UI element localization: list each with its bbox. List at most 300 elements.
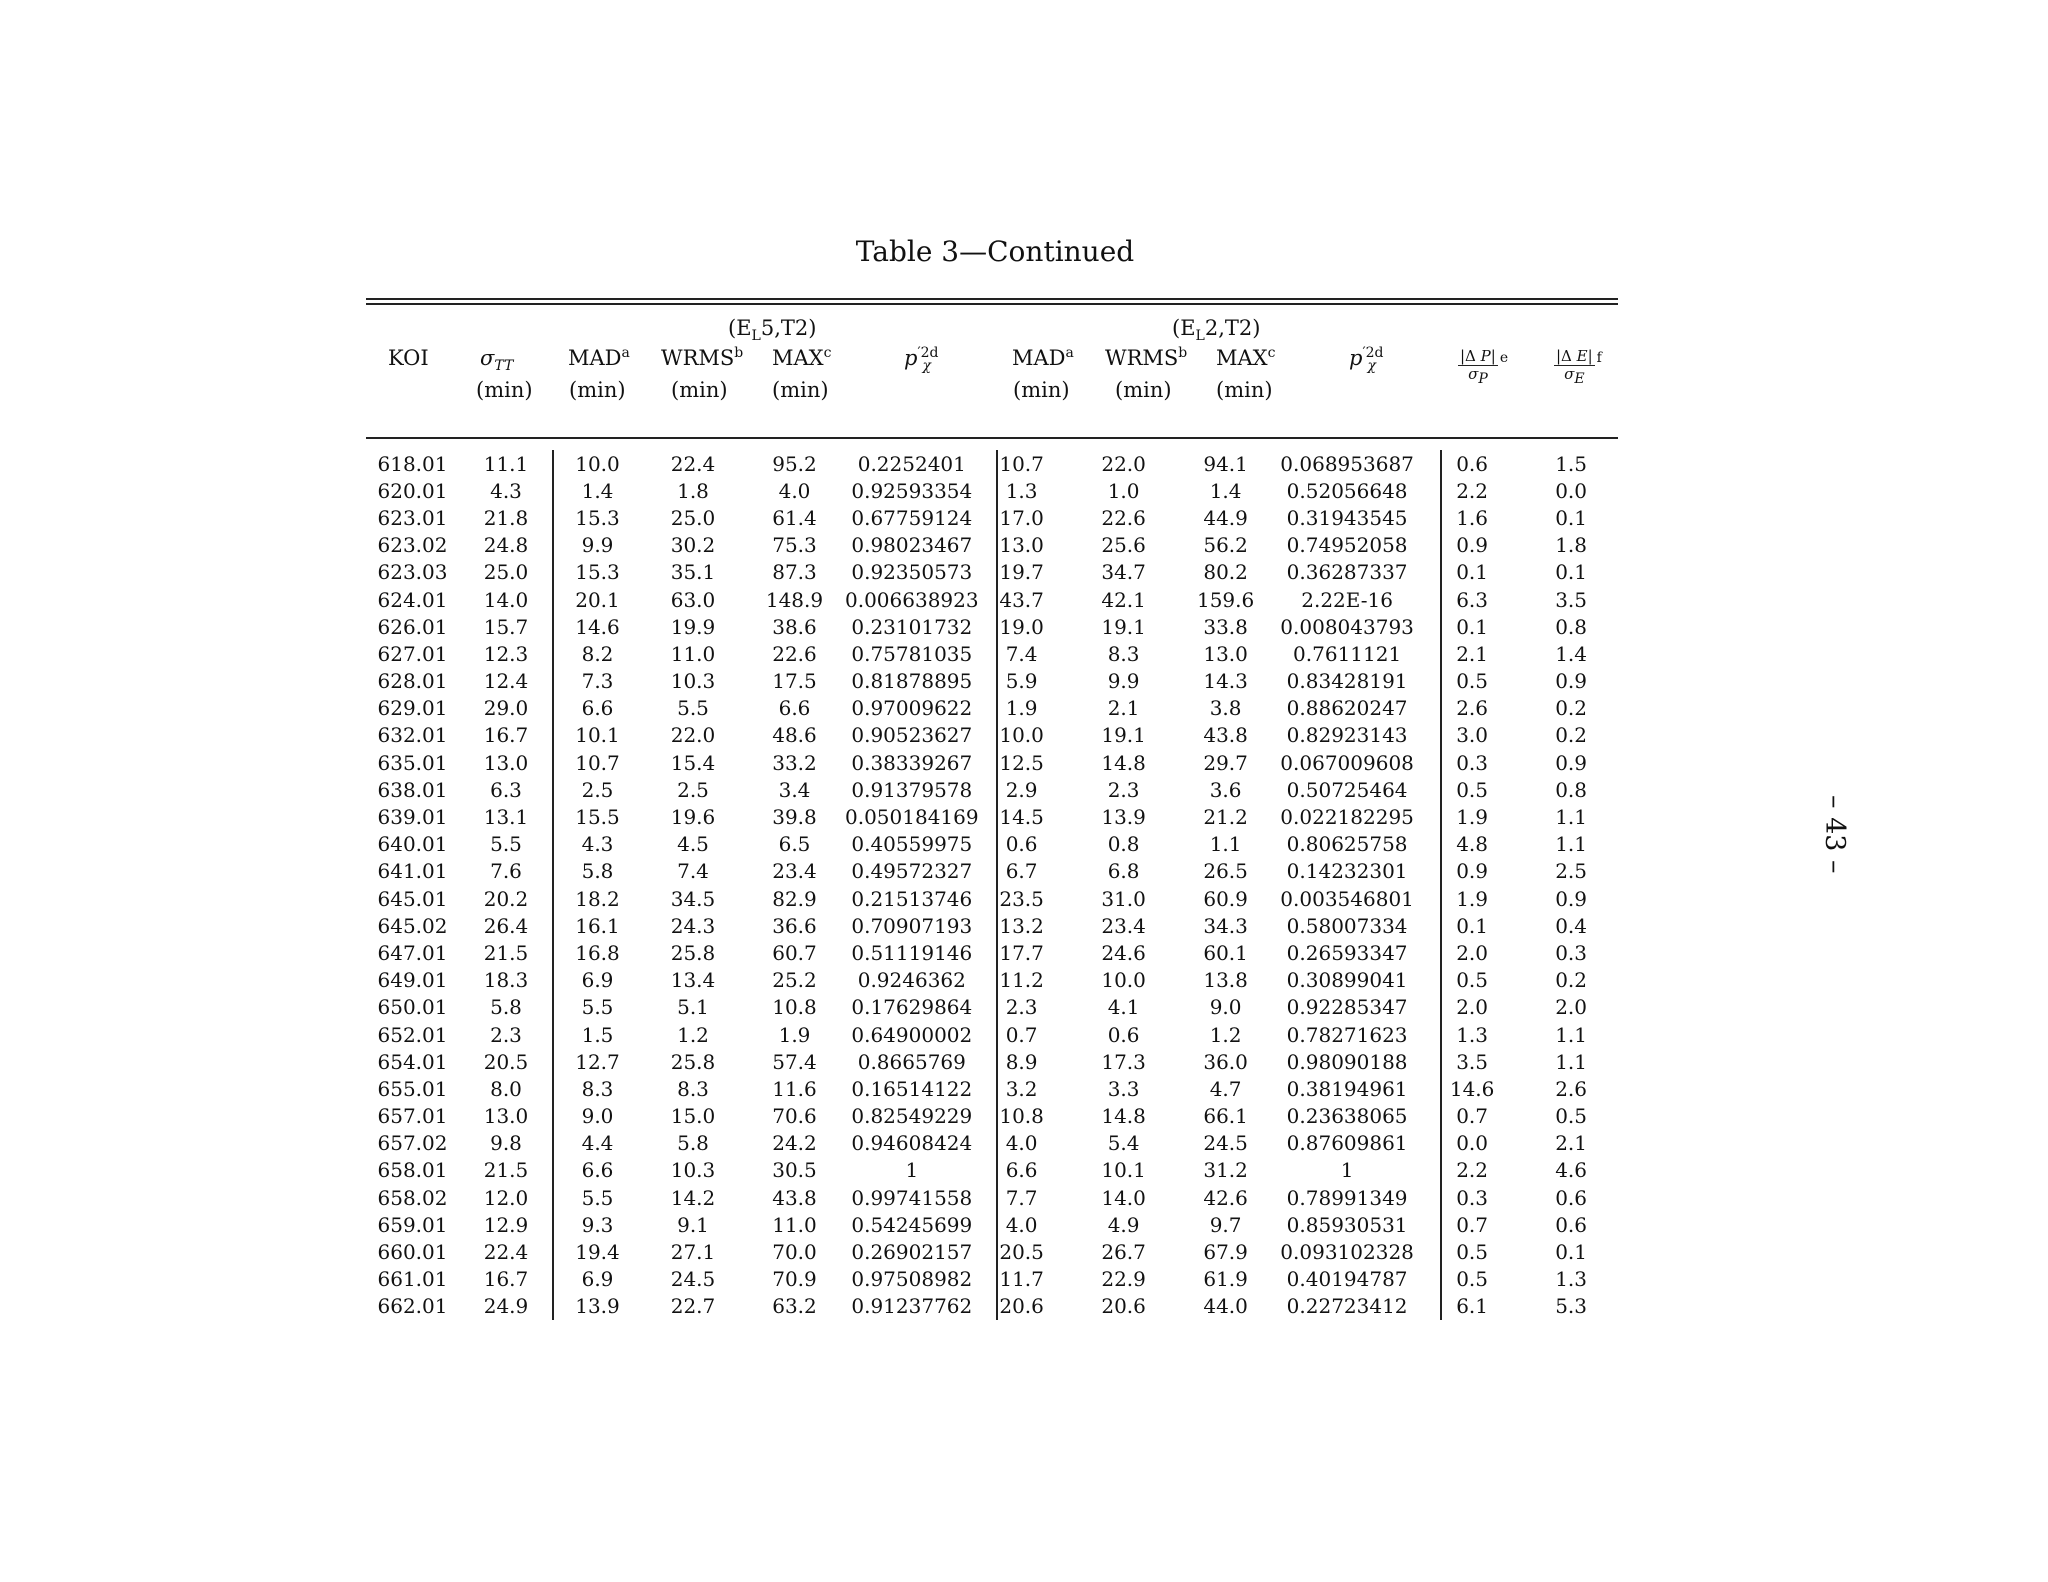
table-cell: 0.92350573 [851, 560, 973, 585]
table-cell: 0.3 [1456, 1185, 1489, 1210]
table-cell: 0.31943545 [1286, 505, 1408, 530]
table-cell: 148.9 [765, 587, 824, 612]
table-cell: 0.21513746 [851, 886, 973, 911]
table-cell: 0.51119146 [851, 940, 973, 965]
table-cell: 21.2 [1203, 805, 1248, 830]
table-cell: 13.9 [575, 1294, 620, 1319]
table-cell: 2.1 [1107, 696, 1140, 721]
unit-max-1: (min) [772, 378, 829, 402]
table-cell: 44.0 [1203, 1294, 1248, 1319]
table-cell: 13.9 [1101, 805, 1146, 830]
table-cell: 0.82923143 [1286, 723, 1408, 748]
table-row [366, 939, 1624, 966]
table-cell: 61.4 [772, 505, 817, 530]
table-cell: 4.0 [1005, 1212, 1038, 1237]
table-cell: 0.30899041 [1286, 968, 1408, 993]
table-cell: 22.4 [483, 1240, 529, 1265]
table-cell: 1.4 [1555, 641, 1588, 666]
table-cell: 9.3 [581, 1212, 614, 1237]
table-cell: 1.3 [1005, 478, 1038, 503]
table-cell: 1.4 [1209, 478, 1242, 503]
table-cell: 1.1 [1555, 805, 1588, 830]
col-header-pchi-1: $p^{'2d}_\chi$ [904, 345, 939, 375]
table-cell: 36.0 [1203, 1049, 1248, 1074]
table-cell: 662.01 [377, 1294, 448, 1319]
table-cell: 21.5 [483, 1158, 529, 1183]
table-cell: 5.5 [581, 995, 614, 1020]
table-cell: 12.7 [575, 1049, 620, 1074]
table-cell: 6.6 [778, 696, 811, 721]
table-row [366, 559, 1624, 586]
table-cell: 5.8 [677, 1131, 709, 1156]
table-cell: 27.1 [670, 1240, 716, 1265]
table-row [366, 967, 1624, 994]
table-cell: 0.6 [1555, 1212, 1588, 1237]
table-cell: 12.4 [483, 669, 529, 694]
table-cell: 24.6 [1101, 940, 1146, 965]
table-cell: 0.9 [1555, 886, 1588, 911]
table-cell: 657.01 [377, 1104, 448, 1129]
table-cell: 25.8 [670, 940, 716, 965]
table-cell: 14.6 [575, 614, 620, 639]
table-cell: 34.3 [1203, 913, 1248, 938]
table-row [366, 1075, 1624, 1102]
table-cell: 5.3 [1555, 1294, 1588, 1319]
table-cell: 15.4 [670, 750, 716, 775]
col-header-delta-e: $\frac{\text{|Δ E|}}{\sigma_E}$ f [1556, 347, 1602, 388]
table-cell: 25.0 [670, 505, 716, 530]
table-cell: 20.5 [999, 1240, 1044, 1265]
table-cell: 1.9 [1456, 886, 1489, 911]
table-cell: 35.1 [670, 560, 716, 585]
top-rule-inner [366, 303, 1618, 305]
table-cell: 8.3 [677, 1076, 709, 1101]
table-cell: 649.01 [377, 968, 448, 993]
table-cell: 6.6 [581, 1158, 614, 1183]
table-cell: 4.3 [581, 832, 614, 857]
table-cell: 0.81878895 [851, 669, 973, 694]
table-cell: 627.01 [377, 641, 448, 666]
table-cell: 645.02 [377, 913, 448, 938]
unit-wrms-2: (min) [1115, 378, 1172, 402]
table-cell: 25.2 [772, 968, 817, 993]
table-caption: Table 3—Continued [855, 235, 1135, 268]
table-cell: 0.1 [1456, 913, 1489, 938]
table-cell: 20.6 [1101, 1294, 1146, 1319]
table-cell: 10.0 [575, 451, 620, 476]
table-cell: 42.1 [1101, 587, 1146, 612]
table-cell: 15.7 [483, 614, 529, 639]
table-cell: 0.003546801 [1280, 886, 1414, 911]
table-row [366, 1130, 1624, 1157]
table-cell: 658.02 [377, 1185, 448, 1210]
table-cell: 0.7611121 [1293, 641, 1402, 666]
table-cell: 6.3 [1456, 587, 1489, 612]
table-cell: 63.2 [772, 1294, 817, 1319]
table-row [366, 695, 1624, 722]
table-row [366, 722, 1624, 749]
table-cell: 24.2 [772, 1131, 817, 1156]
table-cell: 5.4 [1107, 1131, 1140, 1156]
table-cell: 0.1 [1456, 614, 1489, 639]
unit-sigma-tt: (min) [476, 378, 533, 402]
table-cell: 1.4 [581, 478, 614, 503]
table-cell: 22.6 [1101, 505, 1146, 530]
table-cell: 24.5 [1203, 1131, 1248, 1156]
table-cell: 18.2 [575, 886, 620, 911]
table-cell: 26.5 [1203, 859, 1248, 884]
table-cell: 10.3 [670, 669, 716, 694]
table-cell: 0.16514122 [851, 1076, 973, 1101]
table-cell: 19.1 [1101, 614, 1146, 639]
col-header-max-1: MAX$^c$ [772, 345, 832, 370]
table-cell: 4.0 [778, 478, 811, 503]
table-cell: 70.9 [772, 1267, 817, 1292]
table-row [366, 1266, 1624, 1293]
table-cell: 20.6 [999, 1294, 1044, 1319]
table-cell: 9.9 [581, 533, 614, 558]
table-cell: 3.3 [1107, 1076, 1140, 1101]
table-cell: 26.7 [1101, 1240, 1146, 1265]
table-cell: 22.0 [670, 723, 716, 748]
table-cell: 3.4 [778, 777, 811, 802]
table-cell: 1.2 [677, 1022, 709, 1047]
table-cell: 13.0 [1203, 641, 1248, 666]
table-cell: 5.5 [677, 696, 709, 721]
table-cell: 626.01 [377, 614, 448, 639]
table-cell: 43.8 [1203, 723, 1248, 748]
table-cell: 645.01 [377, 886, 448, 911]
table-cell: 6.9 [581, 1267, 614, 1292]
table-cell: 11.7 [999, 1267, 1044, 1292]
table-cell: 0.5 [1456, 968, 1489, 993]
table-cell: 0.2252401 [857, 451, 966, 476]
table-cell: 24.3 [670, 913, 716, 938]
table-cell: 0.5 [1456, 669, 1489, 694]
table-cell: 0.5 [1456, 1267, 1489, 1292]
table-cell: 647.01 [377, 940, 448, 965]
table-cell: 48.6 [772, 723, 817, 748]
table-cell: 16.7 [483, 723, 529, 748]
table-cell: 0.38339267 [851, 750, 973, 775]
table-cell: 14.6 [1449, 1076, 1495, 1101]
table-cell: 2.2 [1456, 478, 1489, 503]
table-row [366, 1211, 1624, 1238]
table-cell: 8.0 [490, 1076, 522, 1101]
table-cell: 22.7 [670, 1294, 716, 1319]
table-cell: 0.6 [1107, 1022, 1140, 1047]
table-cell: 0.7 [1456, 1104, 1489, 1129]
table-cell: 0.83428191 [1286, 669, 1408, 694]
table-cell: 11.2 [999, 968, 1044, 993]
data-table [366, 450, 1624, 1320]
table-cell: 7.6 [490, 859, 522, 884]
table-cell: 1.5 [581, 1022, 614, 1047]
table-cell: 2.3 [1107, 777, 1140, 802]
table-row [366, 1293, 1624, 1320]
table-cell: 0.54245699 [851, 1212, 973, 1237]
table-cell: 4.6 [1555, 1158, 1588, 1183]
table-cell: 6.6 [581, 696, 614, 721]
table-cell: 3.5 [1555, 587, 1588, 612]
table-cell: 0.78271623 [1286, 1022, 1408, 1047]
table-cell: 30.5 [772, 1158, 817, 1183]
table-cell: 60.9 [1203, 886, 1248, 911]
table-cell: 2.2 [1456, 1158, 1489, 1183]
table-cell: 10.7 [575, 750, 620, 775]
table-cell: 0.92285347 [1286, 995, 1408, 1020]
table-cell: 0.4 [1555, 913, 1588, 938]
table-cell: 5.8 [490, 995, 522, 1020]
table-cell: 29.0 [483, 696, 529, 721]
table-cell: 0.14232301 [1286, 859, 1408, 884]
table-cell: 0.40194787 [1286, 1267, 1408, 1292]
table-cell: 4.9 [1107, 1212, 1140, 1237]
table-cell: 23.5 [999, 886, 1044, 911]
table-cell: 1.1 [1209, 832, 1242, 857]
col-header-wrms-1: WRMS$^b$ [661, 345, 744, 370]
table-cell: 2.3 [490, 1022, 522, 1047]
unit-wrms-1: (min) [671, 378, 728, 402]
table-cell: 0.5 [1555, 1104, 1588, 1129]
table-cell: 43.8 [772, 1185, 817, 1210]
table-cell: 0.98023467 [851, 533, 973, 558]
table-cell: 70.0 [772, 1240, 817, 1265]
table-cell: 29.7 [1203, 750, 1248, 775]
table-cell: 9.0 [1209, 995, 1242, 1020]
table-cell: 5.5 [581, 1185, 614, 1210]
table-cell: 6.6 [1005, 1158, 1038, 1183]
table-cell: 0.5 [1456, 1240, 1489, 1265]
table-cell: 22.9 [1101, 1267, 1146, 1292]
table-cell: 0.8 [1555, 777, 1588, 802]
table-cell: 2.5 [1555, 859, 1588, 884]
table-cell: 16.8 [575, 940, 620, 965]
table-cell: 67.9 [1203, 1240, 1248, 1265]
table-row [366, 586, 1624, 613]
unit-max-2: (min) [1216, 378, 1273, 402]
table-cell: 2.3 [1005, 995, 1038, 1020]
table-cell: 5.5 [490, 832, 522, 857]
table-cell: 15.5 [575, 805, 620, 830]
col-header-koi: KOI [388, 346, 429, 370]
table-cell: 43.7 [999, 587, 1044, 612]
table-cell: 7.3 [581, 669, 614, 694]
table-cell: 14.0 [483, 587, 529, 612]
table-cell: 0.91237762 [851, 1294, 973, 1319]
table-cell: 75.3 [772, 533, 817, 558]
table-cell: 0.5 [1456, 777, 1489, 802]
table-cell: 70.6 [772, 1104, 817, 1129]
table-cell: 0.52056648 [1286, 478, 1408, 503]
table-cell: 3.2 [1005, 1076, 1038, 1101]
table-cell: 0.87609861 [1286, 1131, 1408, 1156]
table-cell: 80.2 [1203, 560, 1248, 585]
table-cell: 4.7 [1209, 1076, 1242, 1101]
table-row [366, 450, 1624, 477]
table-row [366, 1184, 1624, 1211]
table-cell: 2.6 [1456, 696, 1489, 721]
table-cell: 0.80625758 [1286, 832, 1408, 857]
table-cell: 10.1 [575, 723, 620, 748]
table-cell: 10.3 [670, 1158, 716, 1183]
table-cell: 0.38194961 [1286, 1076, 1408, 1101]
table-cell: 12.0 [483, 1185, 529, 1210]
table-cell: 3.0 [1456, 723, 1489, 748]
table-cell: 13.8 [1203, 968, 1248, 993]
table-row [366, 1103, 1624, 1130]
table-cell: 11.0 [670, 641, 716, 666]
col-header-max-2: MAX$^c$ [1216, 345, 1276, 370]
table-cell: 1.0 [1107, 478, 1140, 503]
table-cell: 623.01 [377, 505, 448, 530]
table-cell: 0.6 [1456, 451, 1489, 476]
table-cell: 13.2 [999, 913, 1044, 938]
table-cell: 14.8 [1101, 750, 1146, 775]
table-cell: 19.7 [999, 560, 1044, 585]
table-cell: 654.01 [377, 1049, 448, 1074]
table-cell: 22.4 [670, 451, 716, 476]
table-cell: 6.8 [1107, 859, 1140, 884]
table-cell: 8.3 [1107, 641, 1140, 666]
table-cell: 2.5 [581, 777, 614, 802]
table-cell: 1.9 [778, 1022, 811, 1047]
table-cell: 0.9 [1456, 533, 1489, 558]
table-cell: 2.0 [1456, 995, 1489, 1020]
col-header-pchi-2: $p^{'2d}_\chi$ [1349, 345, 1384, 375]
table-cell: 34.7 [1101, 560, 1146, 585]
table-cell: 4.0 [1005, 1131, 1038, 1156]
table-cell: 0.49572327 [851, 859, 973, 884]
table-cell: 9.9 [1107, 669, 1140, 694]
table-cell: 82.9 [772, 886, 817, 911]
table-cell: 66.1 [1203, 1104, 1248, 1129]
table-cell: 0.36287337 [1286, 560, 1408, 585]
table-cell: 0.40559975 [851, 832, 973, 857]
table-cell: 12.9 [483, 1212, 529, 1237]
table-cell: 641.01 [377, 859, 448, 884]
table-cell: 15.0 [670, 1104, 716, 1129]
table-cell: 26.4 [483, 913, 529, 938]
table-cell: 0.1 [1456, 560, 1489, 585]
table-row [366, 532, 1624, 559]
table-cell: 4.3 [490, 478, 522, 503]
table-cell: 60.1 [1203, 940, 1248, 965]
table-cell: 23.4 [772, 859, 817, 884]
table-cell: 632.01 [377, 723, 448, 748]
group-label-el2-t2: $(E_L2,T2)$ [1172, 316, 1261, 345]
table-row [366, 831, 1624, 858]
table-cell: 657.02 [377, 1131, 448, 1156]
table-cell: 0.85930531 [1286, 1212, 1408, 1237]
table-cell: 660.01 [377, 1240, 448, 1265]
table-cell: 1.3 [1456, 1022, 1489, 1047]
table-cell: 1.1 [1555, 1022, 1588, 1047]
table-cell: 0.068953687 [1280, 451, 1414, 476]
table-cell: 0.2 [1555, 723, 1588, 748]
table-cell: 7.4 [1005, 641, 1038, 666]
table-cell: 6.9 [581, 968, 614, 993]
table-cell: 618.01 [377, 451, 448, 476]
table-cell: 20.5 [483, 1049, 529, 1074]
table-cell: 1.1 [1555, 832, 1588, 857]
table-cell: 0.67759124 [851, 505, 973, 530]
table-cell: 10.7 [999, 451, 1044, 476]
table-cell: 0.82549229 [851, 1104, 973, 1129]
table-cell: 17.3 [1101, 1049, 1146, 1074]
table-cell: 10.0 [1101, 968, 1146, 993]
table-cell: 9.8 [490, 1131, 522, 1156]
table-cell: 42.6 [1203, 1185, 1248, 1210]
table-cell: 94.1 [1203, 451, 1248, 476]
unit-mad-1: (min) [569, 378, 626, 402]
unit-mad-2: (min) [1013, 378, 1070, 402]
table-cell: 0.0 [1456, 1131, 1489, 1156]
table-cell: 39.8 [772, 805, 817, 830]
table-cell: 639.01 [377, 805, 448, 830]
table-row [366, 1021, 1624, 1048]
col-header-delta-p: $\frac{\text{|Δ P|}}{\sigma_P}$ e [1460, 347, 1509, 388]
col-header-mad-2: MAD$^a$ [1012, 345, 1074, 370]
table-row [366, 858, 1624, 885]
table-cell: 12.5 [999, 750, 1044, 775]
table-row [366, 504, 1624, 531]
table-cell: 0.94608424 [851, 1131, 973, 1156]
table-row [366, 668, 1624, 695]
table-row [366, 1238, 1624, 1265]
table-cell: 0.23638065 [1286, 1104, 1408, 1129]
table-cell: 20.2 [483, 886, 529, 911]
table-cell: 624.01 [377, 587, 448, 612]
table-cell: 11.0 [772, 1212, 817, 1237]
table-cell: 652.01 [377, 1022, 448, 1047]
table-cell: 0.1 [1555, 560, 1588, 585]
table-cell: 640.01 [377, 832, 448, 857]
table-cell: 19.6 [670, 805, 716, 830]
table-cell: 19.9 [670, 614, 716, 639]
table-cell: 16.1 [575, 913, 620, 938]
table-cell: 0.9246362 [857, 968, 966, 993]
table-cell: 0.3 [1555, 940, 1588, 965]
table-row [366, 640, 1624, 667]
table-cell: 1.2 [1209, 1022, 1242, 1047]
table-cell: 31.0 [1101, 886, 1146, 911]
table-cell: 1 [905, 1158, 919, 1183]
table-cell: 0.23101732 [851, 614, 973, 639]
table-cell: 0.8 [1555, 614, 1588, 639]
table-cell: 1 [1340, 1158, 1354, 1183]
group-label-el5-t2: $(E_L5,T2)$ [728, 316, 817, 345]
table-cell: 661.01 [377, 1267, 448, 1292]
table-cell: 3.6 [1209, 777, 1242, 802]
table-cell: 623.03 [377, 560, 448, 585]
table-cell: 14.8 [1101, 1104, 1146, 1129]
table-cell: 14.0 [1101, 1185, 1146, 1210]
table-row [366, 776, 1624, 803]
table-cell: 95.2 [772, 451, 817, 476]
table-cell: 6.5 [778, 832, 811, 857]
table-cell: 60.7 [772, 940, 817, 965]
table-cell: 2.0 [1555, 995, 1588, 1020]
table-cell: 24.5 [670, 1267, 716, 1292]
table-cell: 13.0 [999, 533, 1044, 558]
table-cell: 17.0 [999, 505, 1044, 530]
table-cell: 33.8 [1203, 614, 1248, 639]
table-cell: 0.1 [1555, 505, 1588, 530]
table-cell: 13.4 [670, 968, 716, 993]
table-cell: 0.70907193 [851, 913, 973, 938]
table-cell: 11.6 [772, 1076, 817, 1101]
